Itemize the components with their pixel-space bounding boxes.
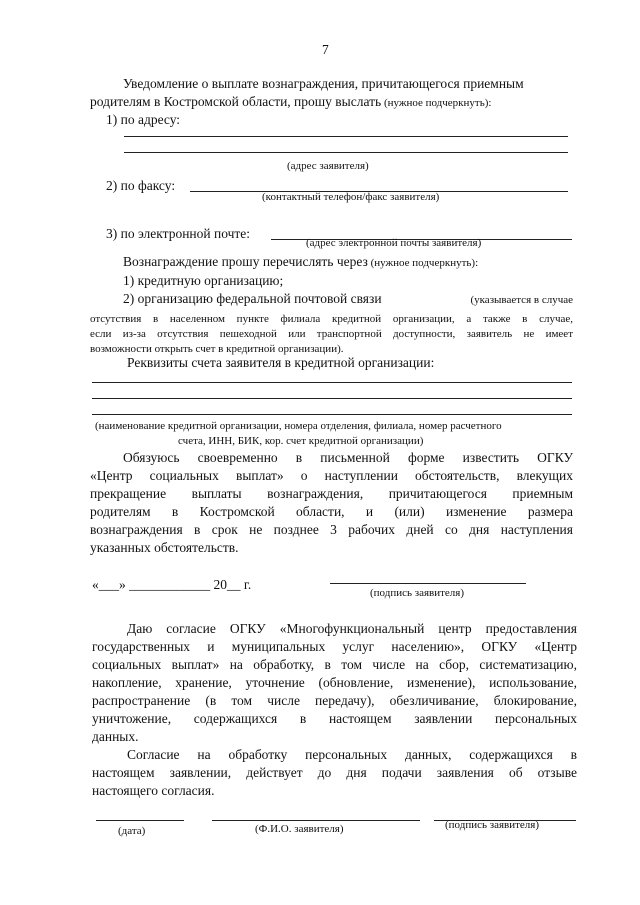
fio-line[interactable] [212, 820, 420, 821]
consent-line5: распространение (в том числе передачу), обезличивание, блокирование, [92, 693, 577, 708]
consent-line9: настоящем заявлении, действует до дня подачи заявления об отзыве [92, 765, 577, 780]
signature-line-1[interactable] [330, 583, 526, 584]
email-caption: (адрес электронной почты заявителя) [306, 237, 482, 249]
notify-option-address: 1) по адресу: [106, 112, 181, 127]
address-line-1[interactable] [124, 136, 568, 137]
date-caption: (дата) [118, 825, 146, 837]
payment-option-post-main: 2) организацию федеральной почтовой связи [123, 291, 382, 306]
payment-post-line4: возможности открыть счет в кредитной организации). [90, 343, 344, 355]
consent-line6: уничтожение, содержащихся в настоящем заявлении персональных [92, 711, 577, 726]
notify-option-fax: 2) по факсу: [106, 178, 176, 193]
date-line[interactable] [96, 820, 184, 821]
payment-line1-note: (нужное подчеркнуть): [367, 257, 479, 269]
bank-caption-1: (наименование кредитной организации, номера отделения, филиала, номер расчетного [95, 420, 502, 432]
payment-option-post-note: (указывается в случае [470, 294, 573, 306]
bank-line-2[interactable] [92, 398, 572, 399]
notify-line2-main: родителям в Костромской области, прошу выслать [90, 94, 382, 109]
payment-post-line3: если из-за отсутствия пешеходной или транспортной доступности, заявитель не имеет [90, 328, 573, 340]
bank-line-1[interactable] [92, 382, 572, 383]
date-field[interactable]: «___» ____________ 20__ г. [92, 577, 252, 592]
payment-line1 [123, 254, 478, 270]
address-caption: (адрес заявителя) [287, 160, 369, 172]
bank-title: Реквизиты счета заявителя в кредитной организации: [127, 355, 435, 370]
payment-line1-main: Вознаграждение прошу перечислять через [123, 254, 368, 269]
consent-line3: социальных выплат» на обработку, в том числе на сбор, систематизацию, [92, 657, 577, 672]
payment-option-post [123, 291, 573, 307]
address-line-2[interactable] [124, 152, 568, 153]
bank-caption-2: счета, ИНН, БИК, кор. счет кредитной организации) [178, 435, 424, 447]
payment-post-line2: отсутствия в населенном пункте филиала кредитной организации, а также в случае, [90, 313, 573, 325]
signature-caption-1: (подпись заявителя) [370, 587, 465, 599]
obligation-line4: родителям в Костромской области, и (или) изменение размера [90, 504, 573, 519]
obligation-line6: указанных обстоятельств. [90, 540, 239, 555]
bank-line-3[interactable] [92, 414, 572, 415]
notify-line2 [90, 94, 491, 110]
obligation-line1: Обязуюсь своевременно в письменной форме известить ОГКУ [123, 450, 573, 465]
consent-line2: государственных и муниципальных услуг населению», ОГКУ «Центр [92, 639, 577, 654]
obligation-line2: «Центр социальных выплат» о наступлении обстоятельств, влекущих [90, 468, 573, 483]
consent-line8: Согласие на обработку персональных данных, содержащихся в [127, 747, 577, 762]
obligation-line5: вознаграждения в срок не позднее 3 рабочих дней со дня наступления [90, 522, 573, 537]
consent-line7: данных. [92, 729, 139, 744]
notify-option-email: 3) по электронной почте: [106, 226, 251, 241]
consent-line10: настоящего согласия. [92, 783, 215, 798]
page-number: 7 [322, 42, 329, 57]
consent-line4: накопление, хранение, уточнение (обновление, изменение), использование, [92, 675, 577, 690]
notify-line1: Уведомление о выплате вознаграждения, причитающегося приемным [123, 76, 524, 91]
consent-line1: Даю согласие ОГКУ «Многофункциональный центр предоставления [127, 621, 577, 636]
signature-caption-2: (подпись заявителя) [445, 819, 540, 831]
fax-caption: (контактный телефон/факс заявителя) [262, 191, 440, 203]
payment-option-bank: 1) кредитную организацию; [123, 273, 284, 288]
notify-line2-note: (нужное подчеркнуть): [381, 97, 492, 109]
fio-caption: (Ф.И.О. заявителя) [255, 823, 344, 835]
obligation-line3: прекращение выплаты вознаграждения, причитающегося приемным [90, 486, 573, 501]
